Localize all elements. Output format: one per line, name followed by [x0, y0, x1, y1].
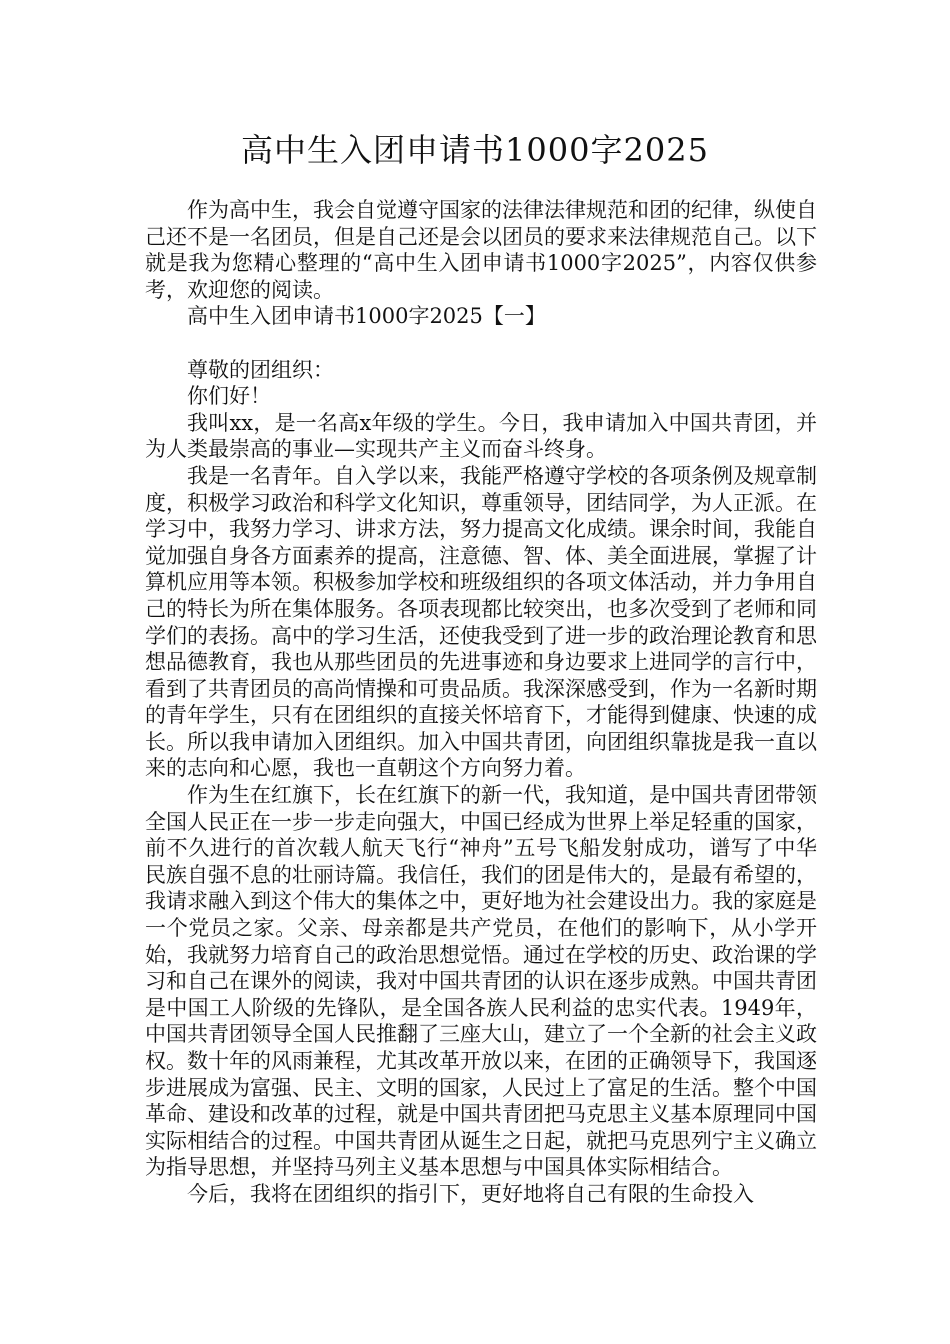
- document-title: 高中生入团申请书1000字2025: [241, 131, 709, 169]
- blank-line: [145, 330, 817, 357]
- salutation: 尊敬的团组织：: [187, 357, 334, 382]
- body-paragraph: 我叫xx，是一名高x年级的学生。今日，我申请加入中国共青团，并为人类最崇高的事业—实现共产主义而奋斗终身。: [145, 410, 817, 462]
- section-heading: 高中生入团申请书1000字2025【一】: [187, 304, 546, 329]
- body-paragraph: 作为生在红旗下，长在红旗下的新一代，我知道，是中国共青团带领全国人民正在一步一步走向强大，中国已经成为世界上举足轻重的国家，前不久进行的首次载人航天飞行“神舟”五号飞船发射成功，谱写了中华民族自强不息的壮丽诗篇。我信任，我们的团是伟大的，是最有希望的，我请求融入到这个伟大的集体之中，更好地为社会建设出力。我的家庭是一个党员之家。父亲、母亲都是共产党员，在他们的影响下，从小学开始，我就努力培育自己的政治思想觉悟。通过在学校的历史、政治课的学习和自己在课外的阅读，我对中国共青团的认识在逐步成熟。中国共青团是中国工人阶级的先锋队，是全国各族人民利益的忠实代表。1949年，中国共青团领导全国人民推翻了三座大山，建立了一个全新的社会主义政权。数十年的风雨兼程，尤其改革开放以来，在团的正确领导下，我国逐步进展成为富强、民主、文明的国家，人民过上了富足的生活。整个中国革命、建设和改革的过程，就是中国共青团把马克思主义基本原理同中国实际相结合的过程。中国共青团从诞生之日起，就把马克思列宁主义确立为指导思想，并坚持马列主义基本思想与中国具体实际相结合。: [145, 783, 817, 1180]
- body-paragraph: 我是一名青年。自入学以来，我能严格遵守学校的各项条例及规章制度，积极学习政治和科学文化知识，尊重领导，团结同学，为人正派。在学习中，我努力学习、讲求方法，努力提高文化成绩。课余时间，我能自觉加强自身各方面素养的提高，注意德、智、体、美全面进展，掌握了计算机应用等本领。积极参加学校和班级组织的各项文体活动，并力争用自己的特长为所在集体服务。各项表现都比较突出，也多次受到了老师和同学们的表扬。高中的学习生活，还使我受到了进一步的政治理论教育和思想品德教育，我也从那些团员的先进事迹和身边要求上进同学的言行中，看到了共青团员的高尚情操和可贵品质。我深深感受到，作为一名新时期的青年学生，只有在团组织的直接关怀培育下，才能得到健康、快速的成长。所以我申请加入团组织。加入中国共青团，向团组织靠拢是我一直以来的志向和心愿，我也一直朝这个方向努力着。: [145, 463, 817, 781]
- body-paragraph: 今后，我将在团组织的指引下，更好地将自己有限的生命投入: [187, 1181, 754, 1206]
- document-body: [145, 197, 817, 1208]
- intro-paragraph: 作为高中生，我会自觉遵守国家的法律法律规范和团的纪律，纵使自己还不是一名团员，但是自己还是会以团员的要求来法律规范自己。以下就是我为您精心整理的“高中生入团申请书1000字2025”，内容仅供参考，欢迎您的阅读。: [145, 198, 817, 302]
- greeting: 你们好！: [187, 384, 271, 409]
